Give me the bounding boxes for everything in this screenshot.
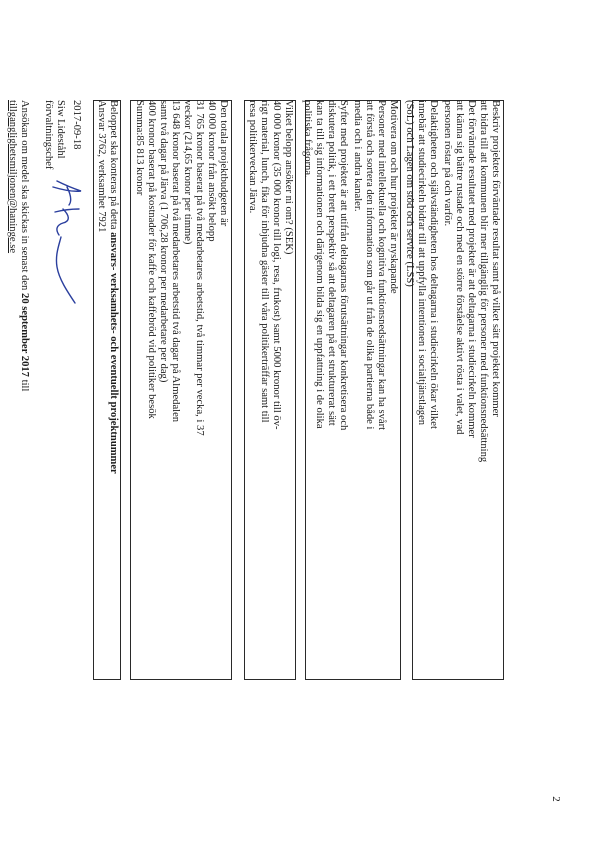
signature-date: 2017-09-18 [71,100,82,150]
expected-results-text: Det förväntade resultatet med projektet är att deltagarna i studiecirkeln kommer [466,100,477,438]
budget-text: 31 765 kronor baserat på två medarbetares arbetstid, två timmar per vecka, i 37 [194,100,205,436]
signer-name: Siw Lideståhl [55,100,66,159]
expected-results-text: Delaktigheten och självständigheten hos deltagarna i studiecirkeln ökar vilket [428,100,439,429]
footer-text-end: till [19,376,30,392]
accounting-numbers: Ansvar 3762, verksamhet 7921 [96,100,107,233]
budget-text: 40 000 kronor från ansökt belopp [206,100,217,242]
accounting-text [107,100,119,474]
motivation-text: att förstå och sortera den information som går ut från de olika partierna både i [364,100,375,430]
accounting-text-start: Beloppet ska konteras på detta [108,100,119,233]
signer-title: förvaltningschef [43,100,54,170]
motivation-text: diskutera politik, i ett brett perspektiv så att deltagaren på ett strukturerat sätt [326,100,337,426]
amount-heading: Vilket belopp ansöker ni om? (SEK) [283,100,294,255]
motivation-text: media och i andra kanaler. [352,100,363,212]
amount-text: 40 000 kronor (35 000 kronor till logi, resa, frukost) samt 5000 kronor till öv- [271,100,282,430]
footer-instructions [18,100,30,391]
amount-text: resa politikerveckan Järva. [247,100,258,214]
footer-text-start: Ansökan om medel ska skickas in senast den [19,100,30,294]
expected-results-text: personen röstar på och varför. [442,100,453,227]
footer-deadline: 20 september 2017 [19,293,30,377]
motivation-text: Syftet med projektet är att utifrån deltagarnas förutsättningar konkretisera och [338,100,349,431]
handwritten-signature [45,175,87,315]
motivation-text: kan ta till sig informationen och därigenom bilda sig en uppfattning i de olika [314,100,325,429]
budget-text: 13 648 kronor baserat på två medarbetares arbetstid två dagar på Almedalen [170,100,181,423]
budget-text: samt två dagar på Järva (1 706,28 kronor per medarbetare per dag) [158,100,169,383]
expected-results-text: att känna sig bättre rustade och med en större förståelse aktivt rösta i valet, vad [454,100,465,435]
budget-heading: Den totala projektbudgeten är [218,100,229,227]
expected-results-text: (SoL) och Lagen om stöd och service (LSS) [404,100,415,287]
expected-results-heading-2: att bidra till att kommunen blir mer tillgänglig för personer med funktionsnedsättning [478,100,489,463]
expected-results-text: innebär att studiecirkeln bidrar till att uppfylla intentionen i socialtjänstlagen [416,100,427,426]
page-number: 2 [549,796,562,802]
budget-text: veckor (214,65 kronor per timme) [182,100,193,245]
accounting-text-bold: ansvars- verksamhets- och eventuellt projektnummer [108,232,119,474]
expected-results-heading-1: Beskriv projektets förväntade resultat samt på vilket sätt projektet kommer [490,100,501,417]
motivation-text: politiska frågorna. [302,100,313,178]
footer-email: tillganglighetsmiljonen@haninge.se [7,100,18,254]
budget-text: 400 kronor baserat på kostnader för kaffe och kaffebröd vid politiker besök [146,100,157,419]
motivation-text: Personer med intellektuella och kognitiva funktionsnedsättningar kan ha svårt [376,100,387,431]
motivation-heading: Motivera om och hur projektet är nyskapande [388,100,399,294]
budget-sum: Summa:85 813 kronor [134,100,145,196]
amount-text: rigt material, lunch, fika för inbjudna gäster till våra politikerträffar samt till [259,100,270,423]
